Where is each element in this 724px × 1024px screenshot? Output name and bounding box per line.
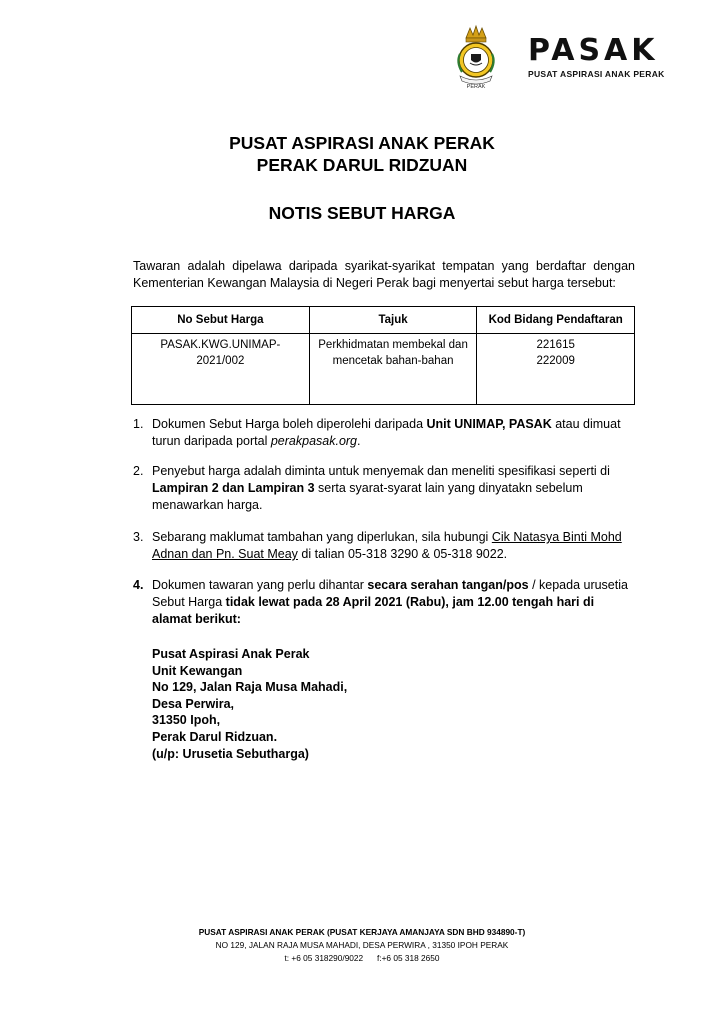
item-text: serta syarat-syarat lain yang dinyatakn sebelum menawarkan harga. bbox=[152, 481, 583, 512]
portal-link[interactable]: perakpasak.org bbox=[270, 434, 358, 448]
item-text: . bbox=[357, 434, 361, 448]
item-number: 3. bbox=[133, 530, 144, 544]
address-line: Unit Kewangan bbox=[152, 663, 243, 678]
address-line: 31350 Ipoh, bbox=[152, 713, 221, 728]
pasak-logo-word: PASAK bbox=[528, 33, 659, 68]
footer-contact: t: +6 05 318290/9022 f:+6 05 318 2650 bbox=[284, 953, 440, 963]
organization-title: PUSAT ASPIRASI ANAK PERAK bbox=[229, 133, 495, 153]
cell-kod-1: 221615 bbox=[536, 339, 575, 351]
item-text: Dokumen tawaran yang perlu dihantar bbox=[152, 578, 368, 592]
cell-no-sebut-harga bbox=[132, 334, 310, 405]
state-title: PERAK DARUL RIDZUAN bbox=[256, 155, 468, 175]
item-body bbox=[152, 463, 633, 514]
address-line: (u/p: Urusetia Sebutharga) bbox=[152, 746, 309, 761]
item-number: 1. bbox=[133, 417, 144, 431]
list-item bbox=[133, 416, 633, 450]
table-row bbox=[132, 334, 635, 405]
address-line: No 129, Jalan Raja Musa Mahadi, bbox=[152, 680, 348, 695]
address-line: Desa Perwira, bbox=[152, 696, 234, 711]
item-body bbox=[152, 577, 633, 628]
header-tajuk: Tajuk bbox=[309, 307, 477, 334]
item-number: 2. bbox=[133, 464, 144, 478]
notice-title: NOTIS SEBUT HARGA bbox=[268, 203, 456, 223]
item-bold-text: Lampiran 2 dan Lampiran 3 bbox=[152, 481, 315, 495]
cell-kod-bidang bbox=[477, 334, 635, 405]
address-line: Perak Darul Ridzuan. bbox=[152, 729, 278, 744]
address-line: Pusat Aspirasi Anak Perak bbox=[152, 647, 310, 661]
item-text: di talian 05-318 3290 & 05-318 9022. bbox=[297, 547, 508, 561]
list-item bbox=[133, 529, 633, 563]
header-no-sebut-harga: No Sebut Harga bbox=[132, 307, 310, 334]
item-text: Penyebut harga adalah diminta untuk menyemak dan meneliti spesifikasi seperti di bbox=[152, 464, 610, 478]
item-body bbox=[152, 416, 633, 450]
item-text: / kepada urusetia Sebut Harga bbox=[152, 578, 628, 609]
pasak-logo-subtitle: PUSAT ASPIRASI ANAK PERAK bbox=[528, 69, 665, 79]
item-text: atau dimuat turun daripada portal bbox=[152, 417, 621, 448]
item-bold-text: Unit UNIMAP, PASAK bbox=[426, 417, 552, 431]
item-number: 4. bbox=[133, 578, 144, 592]
contact-persons: Cik Natasya Binti Mohd Adnan dan Pn. Suat Meay bbox=[152, 530, 622, 561]
perak-crest-logo bbox=[446, 24, 506, 92]
cell-no-line2: 2021/002 bbox=[196, 355, 245, 367]
cell-no-line1: PASAK.KWG.UNIMAP- bbox=[160, 339, 281, 351]
cell-tajuk-line2: mencetak bahan-bahan bbox=[332, 355, 454, 367]
intro-paragraph: Tawaran adalah dipelawa daripada syarikat-syarikat tempatan yang berdaftar dengan Kementerian Kewangan Malaysia di Negeri Perak bagi menyertai sebut harga tersebut: bbox=[133, 259, 635, 290]
cell-kod-2: 222009 bbox=[536, 355, 575, 367]
item-text: Dokumen Sebut Harga boleh diperolehi daripada bbox=[152, 417, 427, 431]
item-bold-text: tidak lewat pada 28 April 2021 (Rabu), jam 12.00 tengah hari di alamat berikut: bbox=[152, 595, 595, 626]
header-kod-bidang: Kod Bidang Pendaftaran bbox=[477, 307, 635, 334]
item-body bbox=[152, 529, 633, 563]
list-item bbox=[133, 577, 633, 628]
submission-address bbox=[152, 646, 347, 762]
pasak-logo bbox=[528, 33, 665, 79]
item-text: Sebarang maklumat tambahan yang diperlukan, sila hubungi bbox=[152, 530, 492, 544]
cell-tajuk-line1: Perkhidmatan membekal dan bbox=[318, 339, 468, 351]
footer-company: PUSAT ASPIRASI ANAK PERAK (PUSAT KERJAYA AMANJAYA SDN BHD 934890-T) bbox=[198, 927, 526, 937]
item-bold-text: secara serahan tangan/pos bbox=[367, 578, 529, 592]
crest-label: PERAK bbox=[466, 84, 486, 90]
footer-address: NO 129, JALAN RAJA MUSA MAHADI, DESA PERWIRA , 31350 IPOH PERAK bbox=[215, 940, 509, 950]
crest-icon bbox=[446, 24, 506, 92]
list-item bbox=[133, 463, 633, 514]
cell-tajuk bbox=[309, 334, 477, 405]
quotation-table bbox=[131, 306, 635, 405]
table-header-row bbox=[132, 307, 635, 334]
